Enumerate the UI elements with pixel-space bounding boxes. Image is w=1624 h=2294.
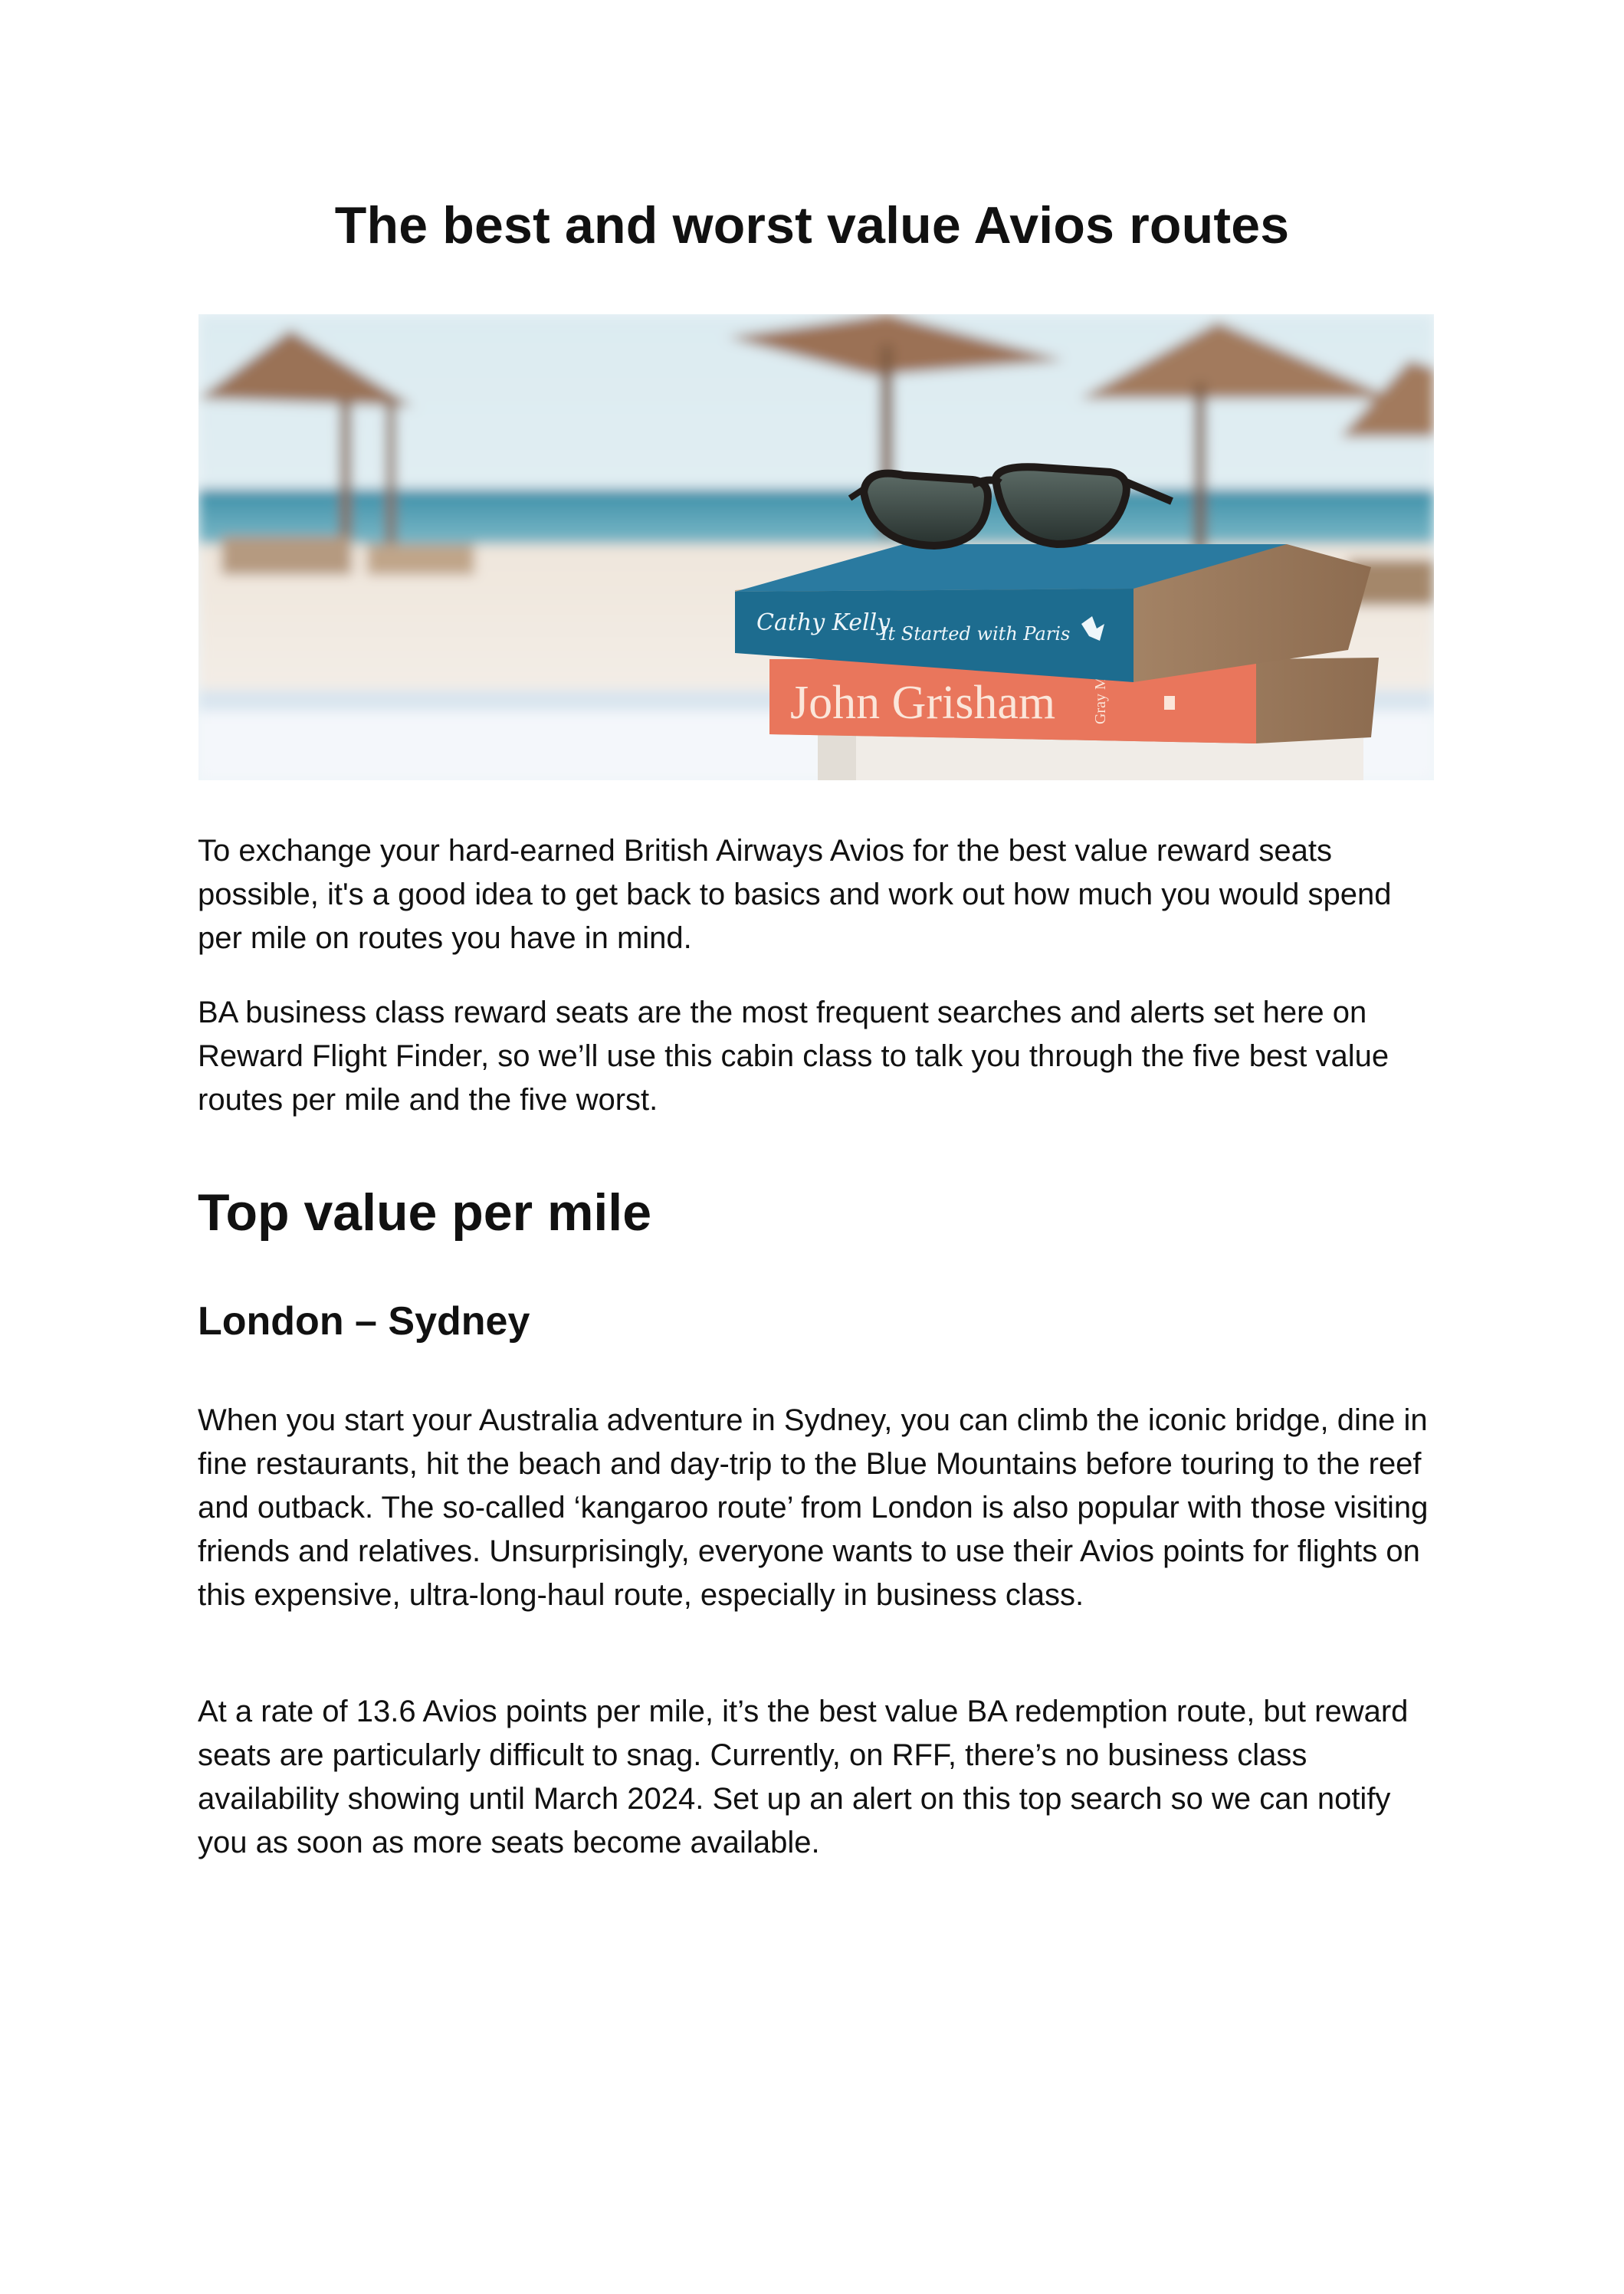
intro-paragraph: BA business class reward seats are the most frequent searches and alerts set here on Reward Flight Finder, so we’ll use this cabin class to talk you through the five best value routes per mile and the five worst. <box>198 996 1389 1117</box>
book-middle-author: John Grisham <box>790 677 1056 729</box>
intro-paragraph: To exchange your hard-earned British Airways Avios for the best value reward seats possible, it's a good idea to get back to basics and work out how much you would spend per mile on routes you have in mind. <box>198 834 1392 955</box>
page-title: The best and worst value Avios routes <box>334 196 1290 254</box>
route-paragraph: When you start your Australia adventure in Sydney, you can climb the iconic bridge, dine in fine restaurants, hit the beach and day-trip to the Blue Mountains before touring to the reef and outback. The so-called ‘kangaroo route’ from London is also popular with those visiting friends and relatives. Unsurprisingly, everyone wants to use their Avios points for flights on this expensive, ultra-long-haul route, especially in business class. <box>198 1403 1429 1612</box>
beach-books-illustration <box>198 314 1434 780</box>
route-heading: London – Sydney <box>198 1299 530 1344</box>
book-top-author: Cathy Kelly <box>756 609 891 636</box>
book-stack <box>735 544 1379 780</box>
route-paragraph: At a rate of 13.6 Avios points per mile, it’s the best value BA redemption route, but reward seats are particularly difficult to snag. Currently, on RFF, there’s no business class availability showing until March 2024. Set up an alert on this top search so we can notify you as soon as more seats become available. <box>198 1695 1409 1859</box>
hero-image <box>198 314 1434 780</box>
section-heading: Top value per mile <box>198 1183 652 1242</box>
book-top-title: It Started with Paris <box>881 623 1071 645</box>
